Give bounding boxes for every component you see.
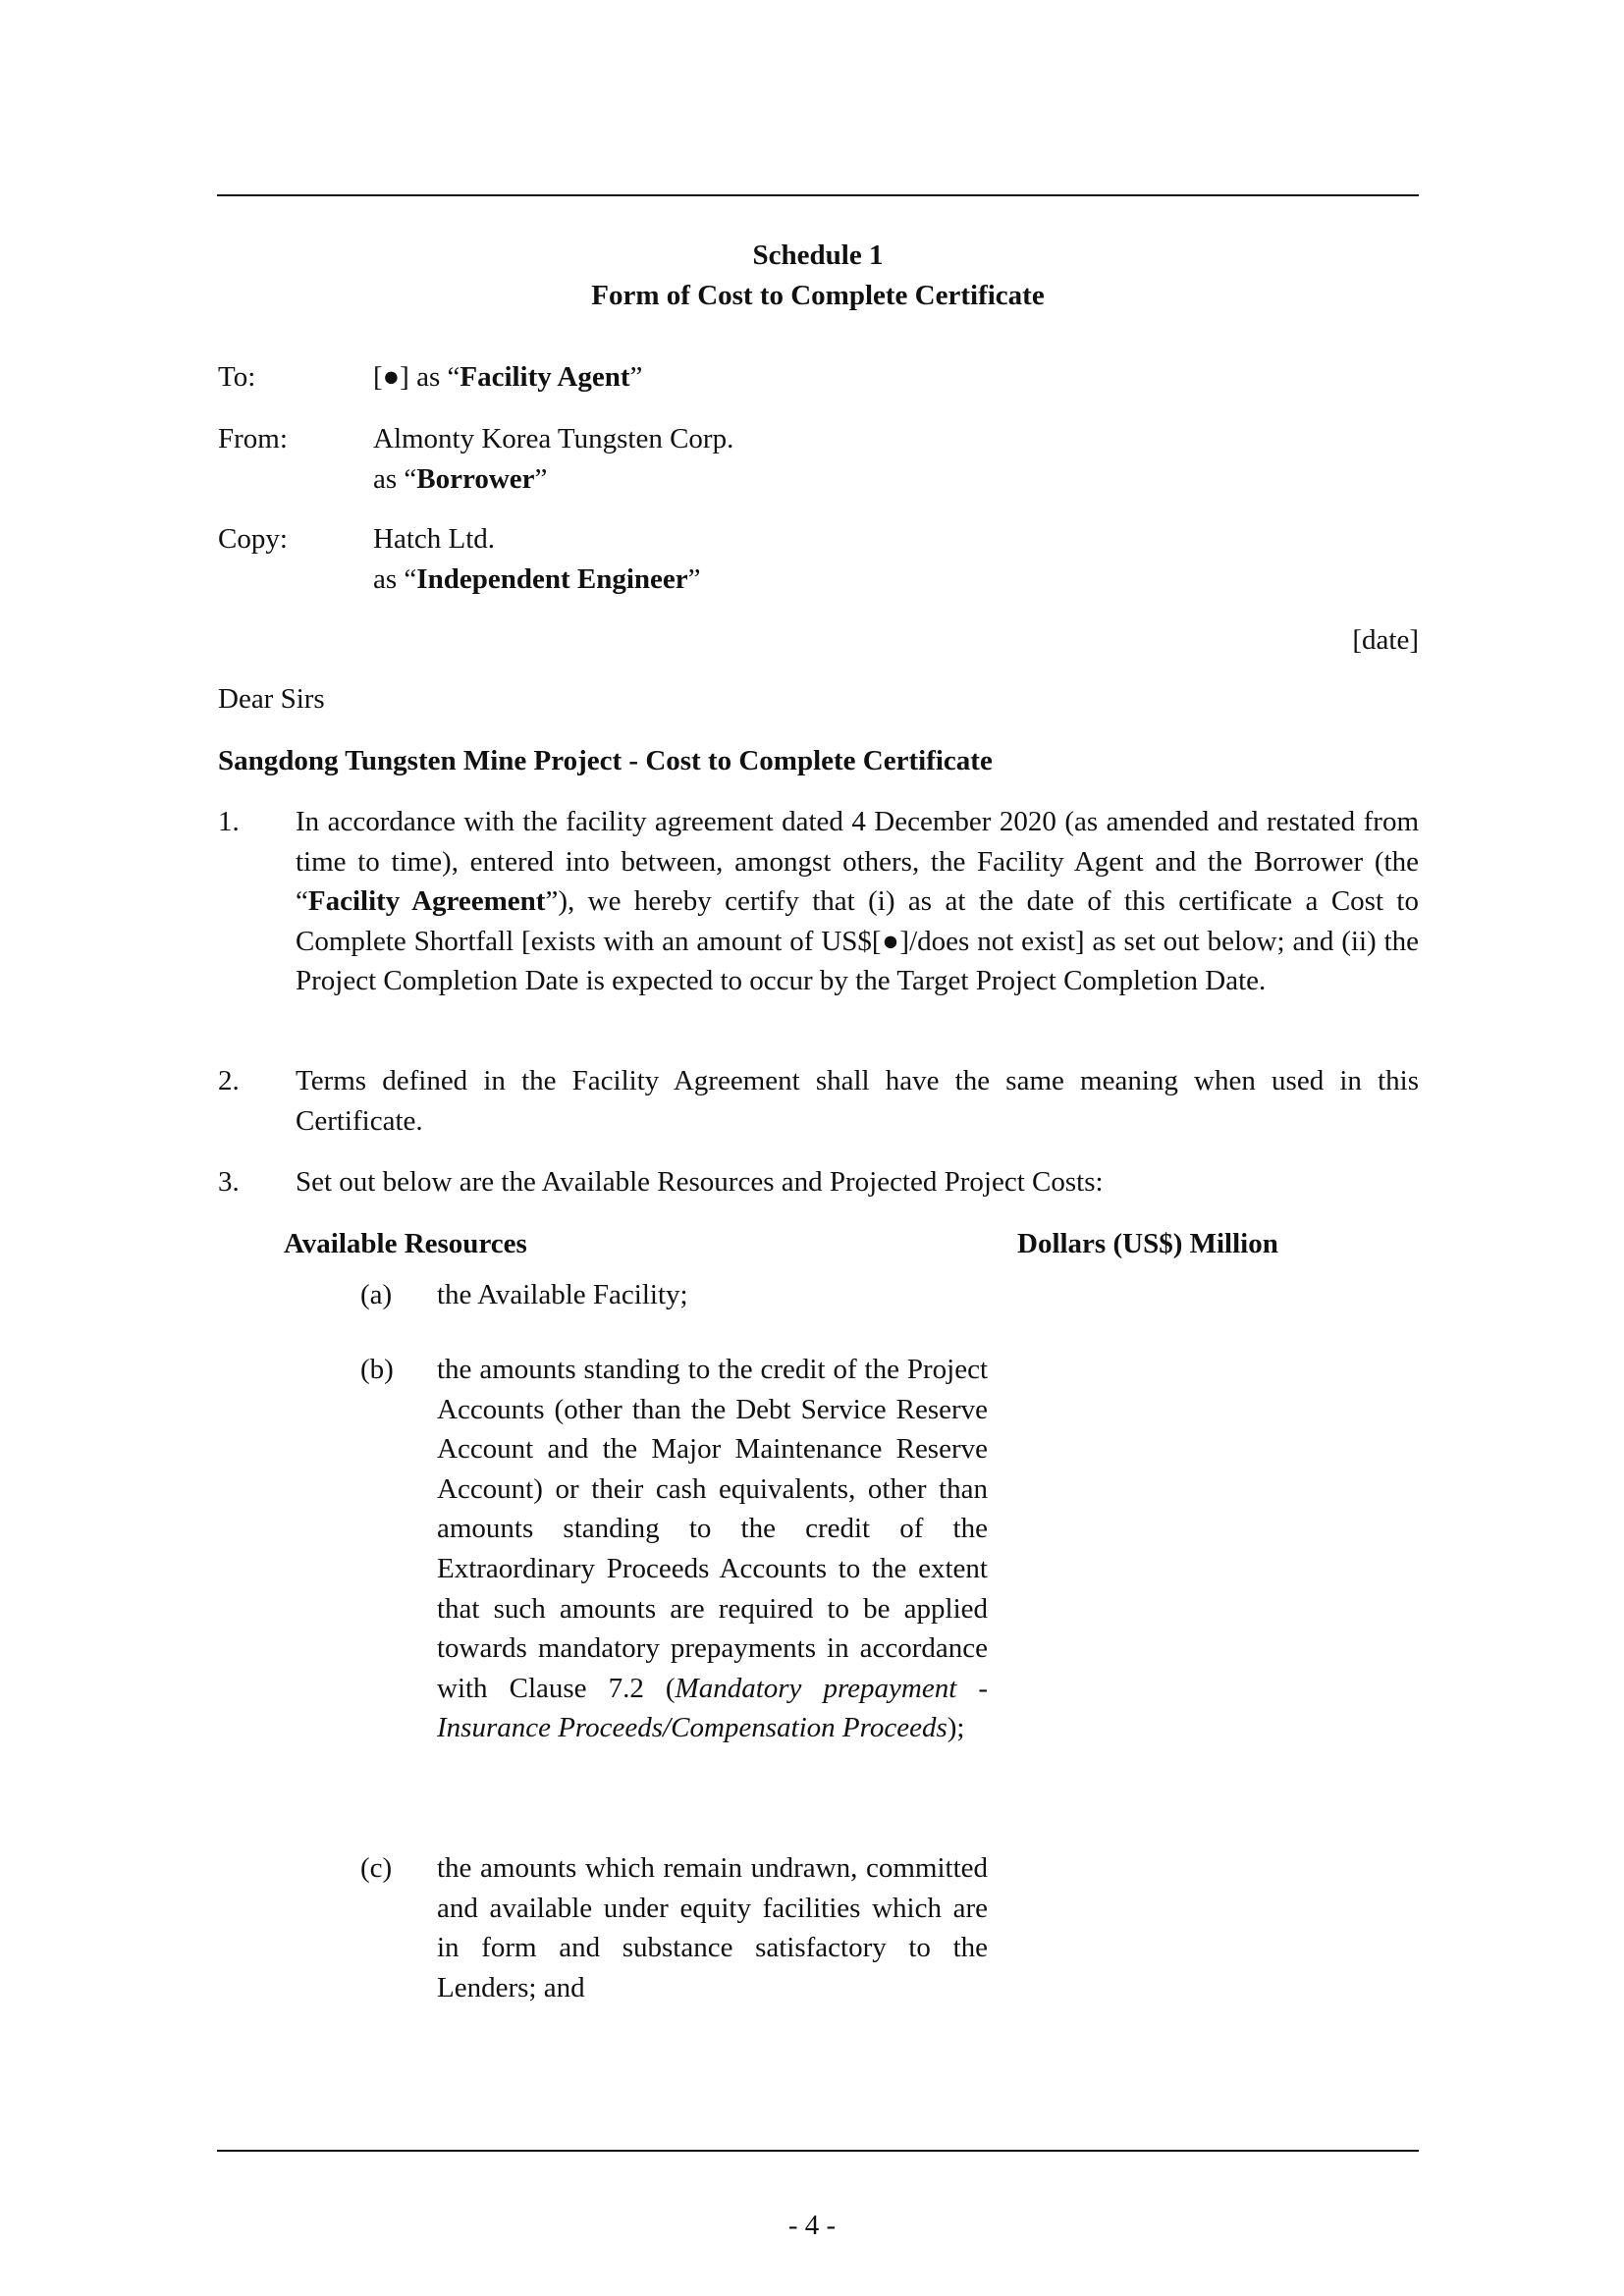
item-a: the Available Facility;: [437, 1279, 688, 1310]
to-role: Facility Agent: [460, 361, 630, 393]
schedule-subtitle: Form of Cost to Complete Certificate: [591, 280, 1045, 311]
paragraph-3-number: 3.: [218, 1166, 240, 1198]
copy-role: [373, 560, 701, 600]
item-a-label: (a): [360, 1279, 393, 1310]
copy-prefix: as “: [373, 563, 417, 595]
from-label: From:: [218, 423, 288, 454]
from-role: [373, 459, 547, 500]
salutation: Dear Sirs: [218, 683, 325, 715]
from-prefix: as “: [373, 463, 417, 495]
to-label: To:: [218, 361, 256, 393]
from-suffix: ”: [534, 463, 548, 495]
paragraph-1-defined-term: Facility Agreement: [307, 885, 546, 918]
paragraph-3: Set out below are the Available Resources and Projected Project Costs:: [296, 1166, 1104, 1198]
item-b-clause-title: Mandatory prepayment - Insurance Proceeds/Compensation Proceeds: [437, 1672, 988, 1744]
letter-heading: Sangdong Tungsten Mine Project - Cost to Complete Certificate: [218, 745, 993, 776]
copy-role-name: Independent Engineer: [416, 563, 688, 595]
to-prefix: [●] as “: [373, 361, 460, 393]
item-c: the amounts which remain undrawn, committed and available under equity facilities which are in form and substance satisfactory to the Lenders; and: [437, 1852, 988, 2003]
from-name: Almonty Korea Tungsten Corp.: [373, 423, 734, 454]
page-number: - 4 -: [787, 2210, 837, 2241]
to-suffix: ”: [629, 361, 643, 393]
header-rule: [217, 194, 1419, 196]
item-c-label: (c): [360, 1852, 393, 1884]
paragraph-1: [296, 802, 1419, 1001]
paragraph-2-number: 2.: [218, 1065, 240, 1096]
item-b-label: (b): [360, 1354, 394, 1385]
item-b-end: );: [947, 1712, 965, 1744]
item-b-text: the amounts standing to the credit of the Project Accounts (other than the Debt Service Reserve Account and the Major Maintenance Reserve Account) or their cash equivalents, other than amounts standing to the credit of the Extraordinary Proceeds Accounts to the extent that such amounts are required to be applied towards mandatory prepayments in accordance with Clause 7.2 (: [437, 1354, 988, 1704]
paragraph-2: Terms defined in the Facility Agreement shall have the same meaning when used in this Certificate.: [296, 1065, 1419, 1137]
paragraph-1-number: 1.: [218, 806, 240, 837]
to-value: [373, 357, 642, 398]
footer-rule: [217, 2150, 1419, 2152]
schedule-title: Schedule 1: [752, 240, 884, 271]
dollars-header: Dollars (US$) Million: [1017, 1228, 1278, 1259]
from-role-name: Borrower: [416, 463, 535, 495]
paragraph-1-text-b: ”), we hereby certify that (i) as at the date of this certificate a Cost to Complete Shortfall [exists with an amount of US$[●]/does not exist] as set out below; and (ii) the Project Completion Date is expected to occur by the Target Project Completion Date.: [296, 885, 1419, 997]
copy-label: Copy:: [218, 523, 288, 555]
copy-suffix: ”: [687, 563, 701, 595]
paragraph-1-text-a: In accordance with the facility agreement dated 4 December 2020 (as amended and restated from time to time), entered into between, amongst others, the Facility Agent and the Borrower (the “: [296, 806, 1419, 918]
date: [date]: [1352, 624, 1419, 656]
available-resources-header: Available Resources: [284, 1228, 527, 1259]
copy-name: Hatch Ltd.: [373, 523, 496, 555]
item-b: [437, 1350, 988, 1748]
